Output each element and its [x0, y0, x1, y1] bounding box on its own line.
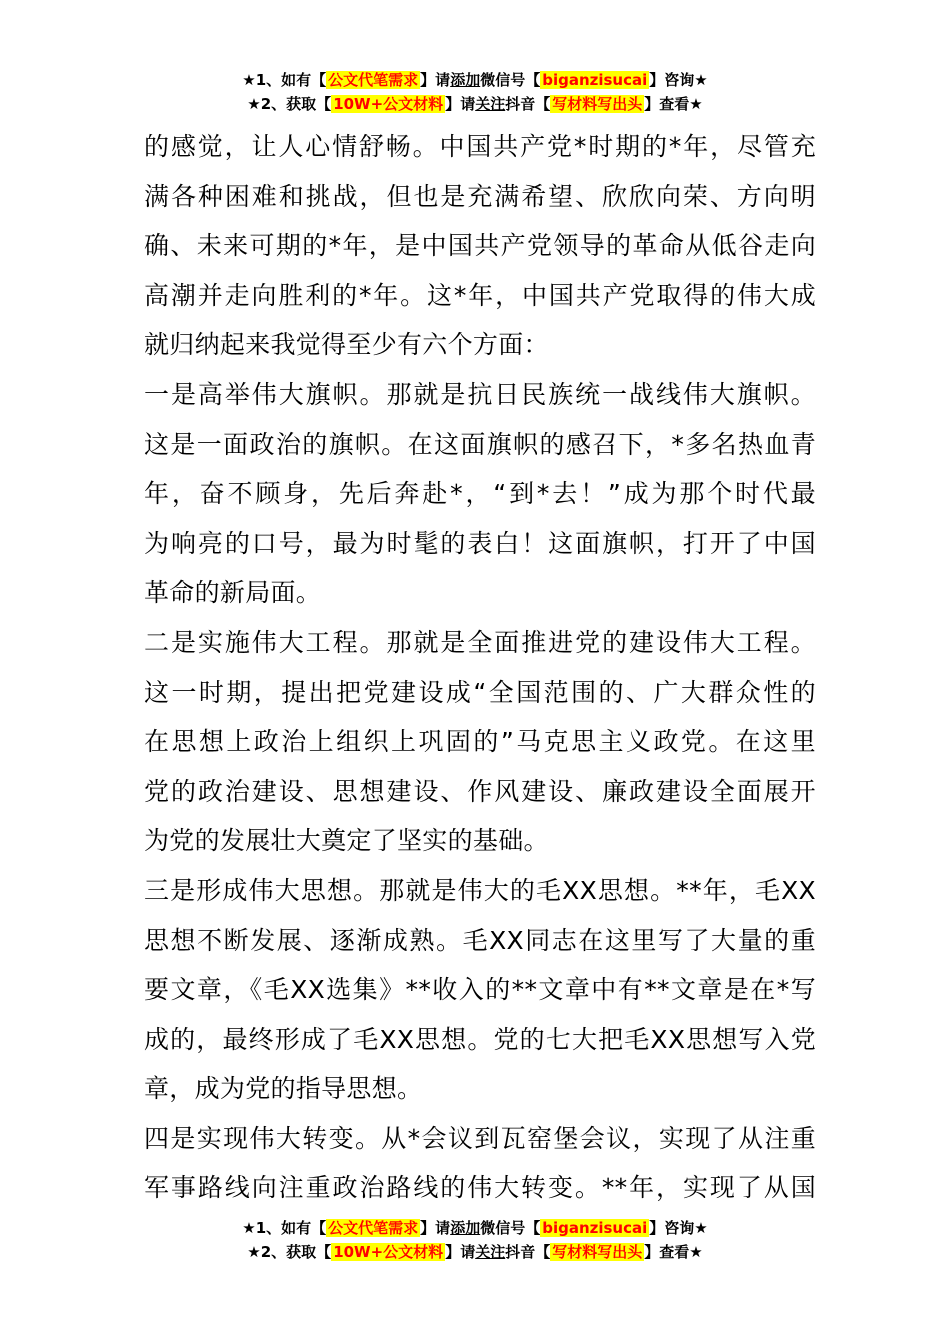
document-body — [144, 122, 816, 1213]
body-line: 章，成为党的指导思想。 — [144, 1074, 423, 1104]
footer-banner-line-1: ★1、如有【 公文代笔需求 】请添加微信号【 biganzisucai 】咨询★ — [242, 1219, 708, 1237]
header-banner — [0, 68, 950, 116]
body-line: 年，奋不顾身，先后奔赴*，“到*去！”成为那个时代最 — [144, 479, 816, 509]
header-banner-line-2: ★2、获取【 10W+公文材料 】请关注抖音【 写材料写出头 】查看★ — [247, 95, 703, 113]
highlight-service: 公文代笔需求 — [328, 71, 419, 89]
highlight-douyin-account: 写材料写出头 — [552, 1243, 643, 1261]
body-line: 为响亮的口号，最为时髦的表白！这面旗帜，打开了中国 — [144, 528, 816, 558]
body-line: 思想不断发展、逐渐成熟。毛XX同志在这里写了大量的重 — [144, 925, 816, 955]
body-line: 三是形成伟大思想。那就是伟大的毛XX思想。**年，毛XX — [144, 875, 816, 905]
body-line: 满各种困难和挑战，但也是充满希望、欣欣向荣、方向明 — [144, 181, 816, 211]
body-line: 确、未来可期的*年，是中国共产党领导的革命从低谷走向 — [144, 231, 816, 261]
body-line: 的感觉，让人心情舒畅。中国共产党*时期的*年，尽管充 — [144, 132, 816, 161]
body-line: 这是一面政治的旗帜。在这面旗帜的感召下，*多名热血青 — [144, 429, 816, 459]
body-line: 二是实施伟大工程。那就是全面推进党的建设伟大工程。 — [144, 627, 816, 657]
body-line: 成的，最终形成了毛XX思想。党的七大把毛XX思想写入党 — [144, 1024, 816, 1054]
body-line: 就归纳起来我觉得至少有六个方面： — [144, 330, 549, 360]
footer-banner — [0, 1216, 950, 1264]
highlight-wechat-id: biganzisucai — [542, 71, 648, 89]
body-line: 四是实现伟大转变。从*会议到瓦窑堡会议，实现了从注重 — [144, 1123, 816, 1153]
body-line: 党的政治建设、思想建设、作风建设、廉政建设全面展开 — [144, 776, 816, 806]
body-line: 在思想上政治上组织上巩固的”马克思主义政党。在这里 — [144, 727, 816, 757]
body-line: 要文章，《毛XX选集》**收入的**文章中有**文章是在*写 — [144, 975, 816, 1005]
highlight-materials: 10W+公文材料 — [333, 95, 444, 113]
body-line: 高潮并走向胜利的*年。这*年，中国共产党取得的伟大成 — [144, 280, 816, 310]
body-line: 这一时期，提出把党建设成“全国范围的、广大群众性的 — [144, 677, 816, 707]
body-line: 一是高举伟大旗帜。那就是抗日民族统一战线伟大旗帜。 — [144, 379, 816, 409]
highlight-wechat-id: biganzisucai — [542, 1219, 648, 1237]
body-line: 军事路线向注重政治路线的伟大转变。**年，实现了从国 — [144, 1173, 816, 1203]
highlight-service: 公文代笔需求 — [328, 1219, 419, 1237]
footer-banner-line-2: ★2、获取【 10W+公文材料 】请关注抖音【 写材料写出头 】查看★ — [247, 1243, 703, 1261]
highlight-materials: 10W+公文材料 — [333, 1243, 444, 1261]
highlight-douyin-account: 写材料写出头 — [552, 95, 643, 113]
body-line: 革命的新局面。 — [144, 578, 322, 608]
body-line: 为党的发展壮大奠定了坚实的基础。 — [144, 826, 549, 856]
header-banner-line-1: ★1、如有【 公文代笔需求 】请添加微信号【 biganzisucai 】咨询★ — [242, 71, 708, 89]
